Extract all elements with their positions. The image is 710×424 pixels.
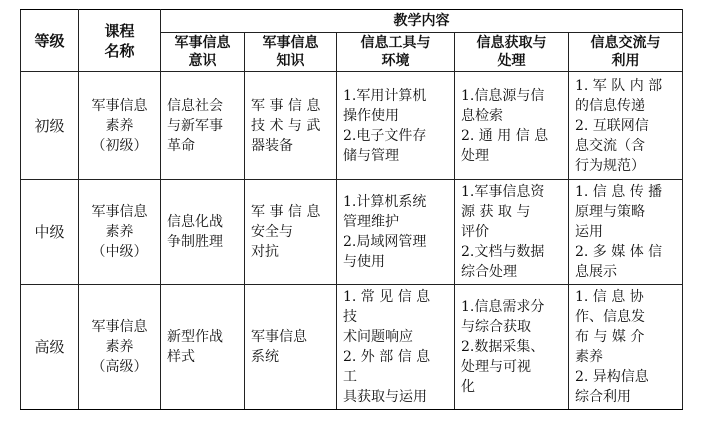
course-line: （中级） [91,244,148,260]
content-line: 与综合获取 [461,319,531,335]
content-line: 具获取与运用 [343,389,427,405]
header-info-tools-environment [337,33,455,72]
course-line: （高级） [91,359,148,375]
content-cell [569,72,683,180]
content-line: 作、信息发 [575,309,645,325]
subheader-line: 军事信息 [262,35,319,51]
content-line: 术问题响应 [343,329,413,345]
header-course-line: 名称 [104,41,135,60]
subheader-line: 军事信息 [174,35,231,51]
content-line: 安全与 [251,224,293,240]
content-line: 2. 异构信息 [575,369,649,385]
course-line: 军事信息 [91,97,148,114]
content-cell [455,180,569,285]
content-line: 评价 [461,224,489,240]
content-line: 器装备 [251,137,293,154]
content-line: 2.文档与数据 [461,244,545,260]
table-row [21,285,683,410]
content-line: 1.军事信息资 [461,184,545,200]
content-line: 技 术 与 武 [251,117,321,134]
content-line: 军 事 信 息 [251,204,321,220]
content-line: 息展示 [575,264,617,280]
header-course-line: 课程 [104,21,135,40]
course-line: （初级） [91,137,148,154]
course-line: 军事信息 [91,319,148,335]
content-line: 素养 [575,349,603,365]
course-name-cell [79,285,161,410]
content-line: 2.电子文件存 [343,127,427,144]
level-cell: 初级 [21,72,79,180]
subheader-line: 信息工具与 [360,35,431,51]
header-teaching-content: 教学内容 [161,10,683,33]
content-line: 处理 [461,147,489,164]
content-cell [569,285,683,410]
header-military-info-awareness [161,33,245,72]
content-line: 信息化战 [167,214,223,230]
header-info-exchange-use [569,33,683,72]
content-cell [569,180,683,285]
content-line: 争制胜理 [167,234,223,250]
content-line: 对抗 [251,244,279,260]
course-line: 素养 [105,339,134,355]
header-level: 等级 [21,10,79,72]
content-cell [245,72,337,180]
content-line: 2.数据采集、 [461,339,545,355]
content-line: 运用 [575,224,603,240]
content-cell [161,180,245,285]
header-military-info-knowledge [245,33,337,72]
content-line: 1.信息需求分 [461,299,545,315]
document-page [20,9,682,410]
content-line: 2. 外 部 信 息 工 [343,349,431,385]
table-row [21,180,683,285]
content-line: 1.计算机系统 [343,194,427,210]
content-cell [455,285,569,410]
level-cell: 中级 [21,180,79,285]
content-line: 2. 通 用 信 息 [461,127,549,144]
content-line: 新型作战 [167,329,223,345]
level-cell: 高级 [21,285,79,410]
curriculum-table [20,9,683,410]
content-line: 原理与策略 [575,204,645,220]
content-cell [455,72,569,180]
content-line: 1. 常 见 信 息 技 [343,289,431,325]
content-line: 2.局域网管理 [343,234,427,250]
content-line: 储与管理 [343,147,399,164]
content-cell [161,72,245,180]
content-line: 综合处理 [461,264,517,280]
course-line: 军事信息 [91,204,148,220]
header-info-acquisition-processing [455,33,569,72]
content-line: 军事信息 [251,329,307,345]
subheader-line: 信息交流与 [590,35,661,51]
content-cell [337,180,455,285]
content-line: 军 事 信 息 [251,97,321,114]
subheader-line: 知识 [276,53,305,69]
course-name-cell [79,180,161,285]
content-line: 1. 信 息 传 播 [575,184,663,200]
header-course-name [79,10,161,72]
subheader-line: 处理 [497,53,526,69]
course-line: 素养 [105,117,134,134]
content-line: 操作使用 [343,107,399,124]
content-cell [337,72,455,180]
content-line: 2. 多 媒 体 信 [575,244,663,260]
content-line: 与使用 [343,254,385,270]
content-line: 1.军用计算机 [343,87,427,104]
course-line: 素养 [105,224,134,240]
subheader-line: 环境 [381,53,410,69]
content-line: 样式 [167,349,195,365]
content-cell [337,285,455,410]
content-cell [245,180,337,285]
course-name-cell [79,72,161,180]
subheader-line: 意识 [188,53,217,69]
content-line: 化 [461,379,475,395]
content-cell [161,285,245,410]
content-line: 处理与可视 [461,359,531,375]
content-line: 源 获 取 与 [461,204,531,220]
content-line: 2. 互联网信 [575,117,649,134]
content-line: 革命 [167,137,195,154]
content-line: 1. 军 队 内 部 [575,77,663,94]
content-line: 综合利用 [575,389,631,405]
table-row [21,72,683,180]
subheader-line: 信息获取与 [476,35,547,51]
subheader-line: 利用 [611,53,640,69]
content-line: 与新军事 [167,117,223,134]
content-line: 息交流（含 [575,137,645,154]
content-line: 布 与 媒 介 [575,329,645,345]
content-line: 信息社会 [167,97,223,114]
content-cell [245,285,337,410]
content-line: 息检索 [461,107,503,124]
content-line: 管理维护 [343,214,399,230]
content-line: 行为规范） [575,157,645,174]
content-line: 的信息传递 [575,97,645,114]
content-line: 系统 [251,349,279,365]
content-line: 1.信息源与信 [461,87,545,104]
content-line: 1. 信 息 协 [575,289,644,305]
